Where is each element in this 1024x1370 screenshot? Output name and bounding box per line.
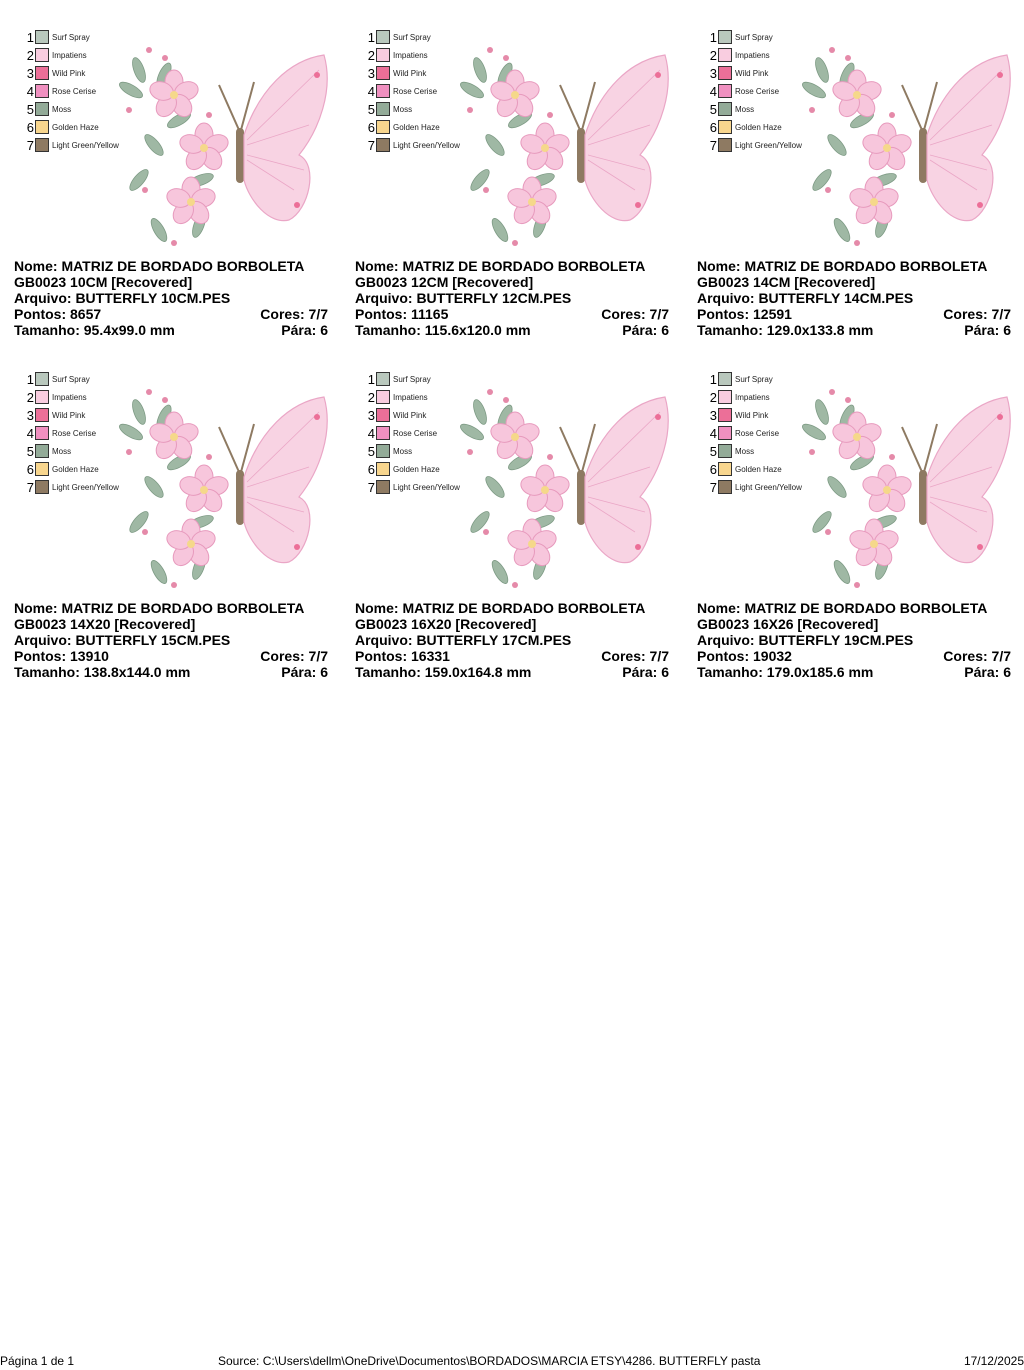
design-card bbox=[14, 364, 340, 694]
color-count: Cores: 7/7 bbox=[260, 306, 328, 322]
color-swatch bbox=[718, 48, 732, 62]
color-count: Cores: 7/7 bbox=[943, 648, 1011, 664]
design-file: Arquivo: BUTTERFLY 12CM.PES bbox=[355, 290, 572, 306]
legend-item bbox=[703, 388, 802, 406]
legend-item bbox=[361, 478, 460, 496]
legend-color-name: Moss bbox=[393, 446, 413, 456]
legend-item bbox=[703, 64, 802, 82]
color-legend bbox=[703, 370, 802, 496]
legend-number: 2 bbox=[26, 389, 34, 405]
design-card bbox=[355, 364, 681, 694]
color-swatch bbox=[376, 408, 390, 422]
legend-item bbox=[703, 370, 802, 388]
legend-item bbox=[361, 424, 460, 442]
color-swatch bbox=[376, 102, 390, 116]
color-swatch bbox=[376, 390, 390, 404]
color-swatch bbox=[35, 390, 49, 404]
legend-color-name: Moss bbox=[52, 104, 72, 114]
color-swatch bbox=[376, 372, 390, 386]
legend-number: 1 bbox=[709, 29, 717, 45]
color-swatch bbox=[35, 102, 49, 116]
legend-color-name: Rose Cerise bbox=[52, 428, 97, 438]
embroidery-preview bbox=[802, 372, 1012, 592]
design-size: Tamanho: 129.0x133.8 mm bbox=[697, 322, 874, 338]
legend-number: 2 bbox=[709, 389, 717, 405]
legend-item bbox=[703, 82, 802, 100]
legend-color-name: Surf Spray bbox=[52, 32, 90, 42]
legend-item bbox=[703, 46, 802, 64]
source-path: Source: C:\Users\dellm\OneDrive\Documentos\BORDADOS\MARCIA ETSY\4286. BUTTERFLY pasta bbox=[218, 1354, 761, 1368]
design-name: Nome: MATRIZ DE BORDADO BORBOLETA GB0023 14CM [Recovered] bbox=[697, 258, 987, 290]
stitch-count: Pontos: 16331 bbox=[355, 648, 450, 664]
legend-color-name: Rose Cerise bbox=[393, 428, 438, 438]
legend-item bbox=[20, 424, 119, 442]
legend-number: 7 bbox=[26, 137, 34, 153]
color-swatch bbox=[35, 84, 49, 98]
color-swatch bbox=[718, 480, 732, 494]
color-swatch bbox=[35, 462, 49, 476]
color-legend bbox=[361, 28, 460, 154]
legend-color-name: Rose Cerise bbox=[735, 86, 780, 96]
legend-color-name: Golden Haze bbox=[52, 464, 99, 474]
color-swatch bbox=[35, 138, 49, 152]
legend-item bbox=[703, 100, 802, 118]
legend-color-name: Impatiens bbox=[393, 50, 428, 60]
legend-item bbox=[20, 460, 119, 478]
legend-number: 5 bbox=[709, 443, 717, 459]
color-swatch bbox=[376, 480, 390, 494]
legend-number: 7 bbox=[26, 479, 34, 495]
legend-color-name: Surf Spray bbox=[393, 374, 431, 384]
legend-color-name: Surf Spray bbox=[393, 32, 431, 42]
legend-item bbox=[361, 388, 460, 406]
legend-item bbox=[703, 442, 802, 460]
color-swatch bbox=[376, 444, 390, 458]
legend-color-name: Golden Haze bbox=[393, 122, 440, 132]
legend-item bbox=[20, 370, 119, 388]
color-swatch bbox=[35, 480, 49, 494]
legend-item bbox=[703, 460, 802, 478]
legend-number: 3 bbox=[367, 65, 375, 81]
legend-color-name: Surf Spray bbox=[735, 32, 773, 42]
legend-color-name: Wild Pink bbox=[52, 410, 86, 420]
legend-item bbox=[361, 82, 460, 100]
legend-color-name: Surf Spray bbox=[52, 374, 90, 384]
legend-color-name: Golden Haze bbox=[735, 122, 782, 132]
embroidery-preview bbox=[460, 30, 670, 250]
color-swatch bbox=[718, 102, 732, 116]
design-info bbox=[697, 258, 1019, 338]
legend-color-name: Rose Cerise bbox=[735, 428, 780, 438]
color-swatch bbox=[376, 426, 390, 440]
legend-item bbox=[361, 460, 460, 478]
legend-item bbox=[361, 100, 460, 118]
legend-item bbox=[20, 136, 119, 154]
legend-color-name: Wild Pink bbox=[393, 68, 427, 78]
legend-color-name: Impatiens bbox=[52, 50, 87, 60]
design-name: Nome: MATRIZ DE BORDADO BORBOLETA GB0023 16X26 [Recovered] bbox=[697, 600, 987, 632]
stitch-count: Pontos: 13910 bbox=[14, 648, 109, 664]
stitch-count: Pontos: 8657 bbox=[14, 306, 102, 322]
legend-color-name: Wild Pink bbox=[52, 68, 86, 78]
legend-number: 4 bbox=[367, 425, 375, 441]
design-size: Tamanho: 115.6x120.0 mm bbox=[355, 322, 531, 338]
legend-color-name: Wild Pink bbox=[735, 68, 769, 78]
design-info bbox=[355, 258, 677, 338]
color-swatch bbox=[718, 426, 732, 440]
legend-number: 1 bbox=[26, 29, 34, 45]
legend-number: 1 bbox=[709, 371, 717, 387]
embroidery-preview bbox=[802, 30, 1012, 250]
legend-color-name: Impatiens bbox=[735, 392, 770, 402]
legend-item bbox=[703, 406, 802, 424]
color-swatch bbox=[718, 138, 732, 152]
legend-number: 3 bbox=[367, 407, 375, 423]
legend-item bbox=[703, 136, 802, 154]
design-card bbox=[14, 22, 340, 352]
color-swatch bbox=[35, 30, 49, 44]
legend-color-name: Impatiens bbox=[393, 392, 428, 402]
design-info bbox=[697, 600, 1019, 680]
design-size: Tamanho: 95.4x99.0 mm bbox=[14, 322, 175, 338]
legend-color-name: Light Green/Yellow bbox=[735, 140, 802, 150]
legend-item bbox=[703, 478, 802, 496]
color-swatch bbox=[376, 120, 390, 134]
design-info bbox=[14, 600, 336, 680]
stop-count: Pára: 6 bbox=[281, 664, 328, 680]
legend-item bbox=[20, 388, 119, 406]
legend-number: 6 bbox=[367, 461, 375, 477]
color-count: Cores: 7/7 bbox=[943, 306, 1011, 322]
legend-color-name: Rose Cerise bbox=[393, 86, 438, 96]
color-swatch bbox=[35, 408, 49, 422]
legend-color-name: Wild Pink bbox=[393, 410, 427, 420]
legend-number: 5 bbox=[367, 101, 375, 117]
design-file: Arquivo: BUTTERFLY 19CM.PES bbox=[697, 632, 914, 648]
legend-number: 2 bbox=[26, 47, 34, 63]
legend-item bbox=[361, 442, 460, 460]
color-swatch bbox=[718, 462, 732, 476]
color-swatch bbox=[718, 444, 732, 458]
color-swatch bbox=[376, 84, 390, 98]
design-file: Arquivo: BUTTERFLY 17CM.PES bbox=[355, 632, 572, 648]
design-file: Arquivo: BUTTERFLY 14CM.PES bbox=[697, 290, 914, 306]
legend-item bbox=[20, 46, 119, 64]
color-legend bbox=[703, 28, 802, 154]
legend-item bbox=[703, 28, 802, 46]
legend-number: 6 bbox=[26, 119, 34, 135]
legend-color-name: Golden Haze bbox=[52, 122, 99, 132]
legend-item bbox=[361, 118, 460, 136]
color-swatch bbox=[718, 84, 732, 98]
design-name: Nome: MATRIZ DE BORDADO BORBOLETA GB0023 12CM [Recovered] bbox=[355, 258, 645, 290]
legend-item bbox=[20, 100, 119, 118]
color-swatch bbox=[718, 390, 732, 404]
legend-number: 4 bbox=[709, 83, 717, 99]
design-card bbox=[697, 364, 1023, 694]
stop-count: Pára: 6 bbox=[622, 322, 669, 338]
design-name: Nome: MATRIZ DE BORDADO BORBOLETA GB0023 14X20 [Recovered] bbox=[14, 600, 304, 632]
legend-color-name: Wild Pink bbox=[735, 410, 769, 420]
legend-number: 1 bbox=[26, 371, 34, 387]
legend-number: 4 bbox=[26, 83, 34, 99]
color-swatch bbox=[718, 30, 732, 44]
color-swatch bbox=[718, 408, 732, 422]
color-count: Cores: 7/7 bbox=[260, 648, 328, 664]
color-count: Cores: 7/7 bbox=[601, 648, 669, 664]
design-size: Tamanho: 159.0x164.8 mm bbox=[355, 664, 532, 680]
legend-number: 2 bbox=[709, 47, 717, 63]
stop-count: Pára: 6 bbox=[281, 322, 328, 338]
color-swatch bbox=[35, 66, 49, 80]
design-file: Arquivo: BUTTERFLY 15CM.PES bbox=[14, 632, 231, 648]
design-info bbox=[14, 258, 336, 338]
legend-number: 5 bbox=[709, 101, 717, 117]
legend-color-name: Golden Haze bbox=[735, 464, 782, 474]
design-name: Nome: MATRIZ DE BORDADO BORBOLETA GB0023 10CM [Recovered] bbox=[14, 258, 304, 290]
legend-item bbox=[361, 406, 460, 424]
legend-color-name: Moss bbox=[735, 446, 755, 456]
design-size: Tamanho: 179.0x185.6 mm bbox=[697, 664, 874, 680]
legend-item bbox=[20, 118, 119, 136]
design-name: Nome: MATRIZ DE BORDADO BORBOLETA GB0023 16X20 [Recovered] bbox=[355, 600, 645, 632]
legend-item bbox=[361, 64, 460, 82]
legend-color-name: Surf Spray bbox=[735, 374, 773, 384]
design-card bbox=[697, 22, 1023, 352]
legend-number: 5 bbox=[26, 443, 34, 459]
legend-color-name: Light Green/Yellow bbox=[735, 482, 802, 492]
stop-count: Pára: 6 bbox=[964, 322, 1011, 338]
legend-number: 1 bbox=[367, 371, 375, 387]
legend-item bbox=[361, 28, 460, 46]
legend-item bbox=[20, 406, 119, 424]
color-legend bbox=[361, 370, 460, 496]
color-swatch bbox=[376, 30, 390, 44]
legend-item bbox=[20, 64, 119, 82]
color-swatch bbox=[718, 66, 732, 80]
design-size: Tamanho: 138.8x144.0 mm bbox=[14, 664, 191, 680]
legend-color-name: Impatiens bbox=[52, 392, 87, 402]
page-number: Página 1 de 1 bbox=[0, 1354, 75, 1368]
legend-number: 4 bbox=[367, 83, 375, 99]
legend-color-name: Impatiens bbox=[735, 50, 770, 60]
legend-item bbox=[703, 424, 802, 442]
legend-number: 7 bbox=[367, 137, 375, 153]
legend-number: 6 bbox=[709, 119, 717, 135]
design-card bbox=[355, 22, 681, 352]
color-swatch bbox=[376, 462, 390, 476]
color-swatch bbox=[718, 372, 732, 386]
legend-color-name: Light Green/Yellow bbox=[393, 140, 460, 150]
legend-number: 6 bbox=[26, 461, 34, 477]
embroidery-preview bbox=[119, 372, 329, 592]
stop-count: Pára: 6 bbox=[964, 664, 1011, 680]
color-swatch bbox=[35, 372, 49, 386]
legend-number: 5 bbox=[367, 443, 375, 459]
legend-item bbox=[20, 442, 119, 460]
embroidery-preview bbox=[460, 372, 670, 592]
legend-number: 4 bbox=[26, 425, 34, 441]
color-count: Cores: 7/7 bbox=[601, 306, 669, 322]
legend-color-name: Moss bbox=[52, 446, 72, 456]
legend-number: 7 bbox=[367, 479, 375, 495]
legend-number: 3 bbox=[26, 65, 34, 81]
design-file: Arquivo: BUTTERFLY 10CM.PES bbox=[14, 290, 231, 306]
legend-color-name: Light Green/Yellow bbox=[52, 482, 119, 492]
legend-number: 1 bbox=[367, 29, 375, 45]
legend-color-name: Moss bbox=[735, 104, 755, 114]
legend-color-name: Light Green/Yellow bbox=[393, 482, 460, 492]
legend-color-name: Golden Haze bbox=[393, 464, 440, 474]
color-swatch bbox=[35, 426, 49, 440]
stop-count: Pára: 6 bbox=[622, 664, 669, 680]
legend-color-name: Rose Cerise bbox=[52, 86, 97, 96]
legend-item bbox=[20, 478, 119, 496]
color-swatch bbox=[376, 48, 390, 62]
legend-item bbox=[361, 370, 460, 388]
color-swatch bbox=[35, 48, 49, 62]
color-swatch bbox=[718, 120, 732, 134]
legend-item bbox=[361, 136, 460, 154]
color-swatch bbox=[35, 444, 49, 458]
legend-item bbox=[20, 82, 119, 100]
legend-number: 7 bbox=[709, 479, 717, 495]
legend-number: 6 bbox=[709, 461, 717, 477]
color-legend bbox=[20, 370, 119, 496]
legend-color-name: Light Green/Yellow bbox=[52, 140, 119, 150]
print-date: 17/12/2025 bbox=[963, 1354, 1024, 1368]
legend-number: 4 bbox=[709, 425, 717, 441]
color-swatch bbox=[35, 120, 49, 134]
color-swatch bbox=[376, 66, 390, 80]
legend-number: 3 bbox=[709, 407, 717, 423]
legend-item bbox=[703, 118, 802, 136]
legend-number: 2 bbox=[367, 47, 375, 63]
embroidery-preview bbox=[119, 30, 329, 250]
color-legend bbox=[20, 28, 119, 154]
legend-item bbox=[361, 46, 460, 64]
legend-number: 7 bbox=[709, 137, 717, 153]
legend-color-name: Moss bbox=[393, 104, 413, 114]
legend-number: 3 bbox=[26, 407, 34, 423]
design-info bbox=[355, 600, 677, 680]
stitch-count: Pontos: 11165 bbox=[355, 306, 449, 322]
legend-number: 3 bbox=[709, 65, 717, 81]
legend-number: 2 bbox=[367, 389, 375, 405]
legend-item bbox=[20, 28, 119, 46]
stitch-count: Pontos: 19032 bbox=[697, 648, 792, 664]
legend-number: 5 bbox=[26, 101, 34, 117]
color-swatch bbox=[376, 138, 390, 152]
stitch-count: Pontos: 12591 bbox=[697, 306, 792, 322]
legend-number: 6 bbox=[367, 119, 375, 135]
